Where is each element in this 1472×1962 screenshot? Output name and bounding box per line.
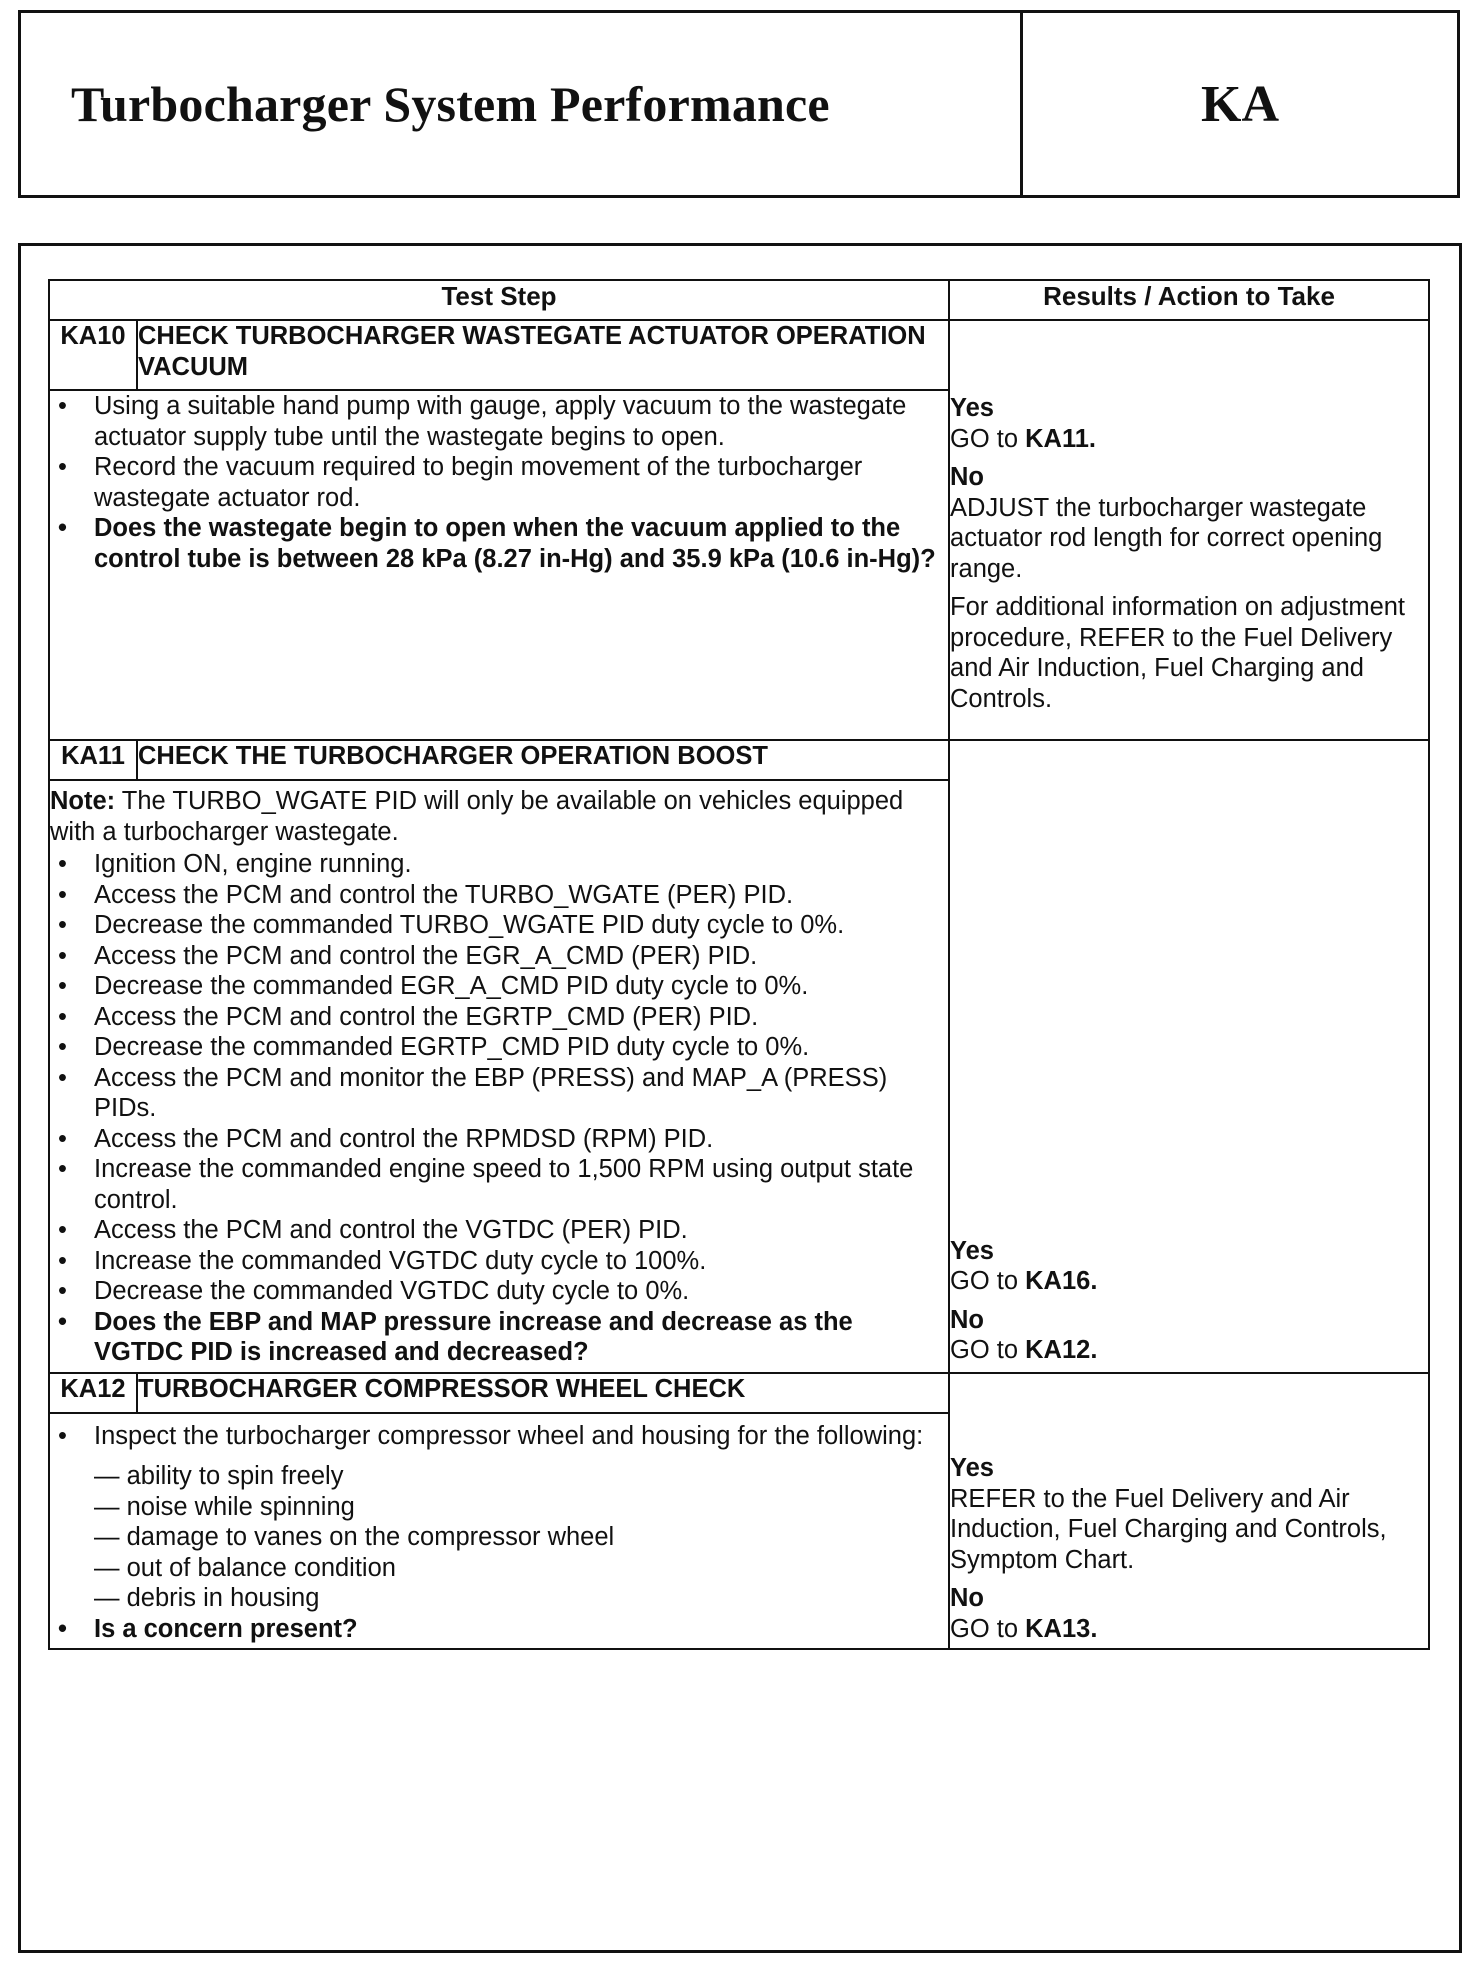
result-no-label: No: [950, 463, 985, 491]
list-item: — damage to vanes on the compressor wheel: [94, 1522, 948, 1553]
step-result: [949, 740, 1429, 1373]
step-content: [49, 780, 949, 1373]
result-yes-action: REFER to the Fuel Delivery and Air Induction, Fuel Charging and Controls, Symptom Chart.: [950, 1484, 1387, 1574]
list-item: • Using a suitable hand pump with gauge, apply vacuum to the wastegate actuator supply tube until the wastegate begins to open.: [50, 391, 948, 452]
dash-list: [94, 1461, 948, 1614]
list-item: • Access the PCM and control the RPMDSD (RPM) PID.: [50, 1124, 948, 1155]
list-item: — out of balance condition: [94, 1553, 948, 1584]
step-title-row: [49, 320, 1429, 390]
list-item: — debris in housing: [94, 1583, 948, 1614]
list-item: • Decrease the commanded TURBO_WGATE PID duty cycle to 0%.: [50, 910, 948, 941]
column-header-test-step: Test Step: [49, 280, 949, 320]
page-header: [18, 10, 1460, 198]
result-yes-label: Yes: [950, 394, 994, 422]
step-result: [949, 1373, 1429, 1650]
step-title-row: [49, 740, 1429, 780]
step-note: Note: The TURBO_WGATE PID will only be available on vehicles equipped with a turbocharger wastegate.: [50, 787, 904, 846]
result-yes-action: GO to KA16.: [950, 1267, 1098, 1295]
result-yes-action: GO to KA11.: [950, 424, 1097, 453]
step-id: KA12: [49, 1373, 137, 1413]
result-yes-label: Yes: [950, 1236, 994, 1265]
goto-link[interactable]: KA16.: [1025, 1267, 1098, 1295]
step-id: KA10: [49, 320, 137, 390]
list-item: • Decrease the commanded EGRTP_CMD PID duty cycle to 0%.: [50, 1032, 948, 1063]
list-item: • Access the PCM and control the TURBO_WGATE (PER) PID.: [50, 880, 948, 911]
header-title-cell: [21, 13, 1023, 195]
list-item: • Access the PCM and control the EGR_A_CMD (PER) PID.: [50, 941, 948, 972]
result-no-action: GO to KA12.: [950, 1336, 1098, 1364]
list-item: • Increase the commanded engine speed to 1,500 RPM using output state control.: [50, 1154, 948, 1215]
step-question: • Does the wastegate begin to open when the vacuum applied to the control tube is between 28 kPa (8.27 in-Hg) and 35.9 kPa (10.6 in-Hg)?: [50, 513, 948, 574]
list-item: — ability to spin freely: [94, 1461, 948, 1492]
step-content: [49, 1413, 949, 1650]
table-header-row: [49, 280, 1429, 320]
list-item: • Access the PCM and control the VGTDC (PER) PID.: [50, 1215, 948, 1246]
list-item: • Decrease the commanded VGTDC duty cycle to 0%.: [50, 1276, 948, 1307]
test-step-table: [48, 279, 1430, 1650]
list-item: • Decrease the commanded EGR_A_CMD PID duty cycle to 0%.: [50, 971, 948, 1002]
result-no-action: GO to KA13.: [950, 1614, 1098, 1643]
step-id: KA11: [49, 740, 137, 780]
result-no-action: ADJUST the turbocharger wastegate actuator rod length for correct opening range.: [950, 493, 1383, 583]
step-title: CHECK THE TURBOCHARGER OPERATION BOOST: [137, 740, 949, 780]
result-no-label: No: [950, 1305, 985, 1334]
step-result: [949, 320, 1429, 740]
header-code-cell: [1023, 13, 1457, 195]
goto-link[interactable]: KA11.: [1025, 424, 1097, 453]
list-item: • Inspect the turbocharger compressor wheel and housing for the following:: [50, 1421, 948, 1452]
list-item: • Access the PCM and control the EGRTP_CMD (PER) PID.: [50, 1002, 948, 1033]
step-title-row: [49, 1373, 1429, 1413]
list-item: • Ignition ON, engine running.: [50, 849, 948, 880]
list-item: — noise while spinning: [94, 1492, 948, 1523]
step-question: • Is a concern present?: [50, 1614, 948, 1645]
goto-link[interactable]: KA13.: [1025, 1614, 1098, 1643]
column-header-results: Results / Action to Take: [949, 280, 1429, 320]
page-title: Turbocharger System Performance: [71, 76, 830, 132]
list-item: • Increase the commanded VGTDC duty cycle to 100%.: [50, 1246, 948, 1277]
step-title: CHECK TURBOCHARGER WASTEGATE ACTUATOR OPERATION VACUUM: [137, 320, 949, 390]
list-item: • Access the PCM and monitor the EBP (PRESS) and MAP_A (PRESS) PIDs.: [50, 1063, 948, 1124]
step-content: [49, 390, 949, 740]
result-no-label: No: [950, 1584, 985, 1612]
goto-link[interactable]: KA12.: [1025, 1336, 1098, 1364]
step-title: TURBOCHARGER COMPRESSOR WHEEL CHECK: [137, 1373, 949, 1413]
section-code: KA: [1201, 75, 1279, 133]
result-yes-label: Yes: [950, 1454, 994, 1482]
list-item: • Record the vacuum required to begin movement of the turbocharger wastegate actuator rod.: [50, 452, 948, 513]
step-question: • Does the EBP and MAP pressure increase and decrease as the VGTDC PID is increased and decreased?: [50, 1307, 948, 1368]
result-note: For additional information on adjustment procedure, REFER to the Fuel Delivery and Air Induction, Fuel Charging and Controls.: [950, 593, 1406, 713]
